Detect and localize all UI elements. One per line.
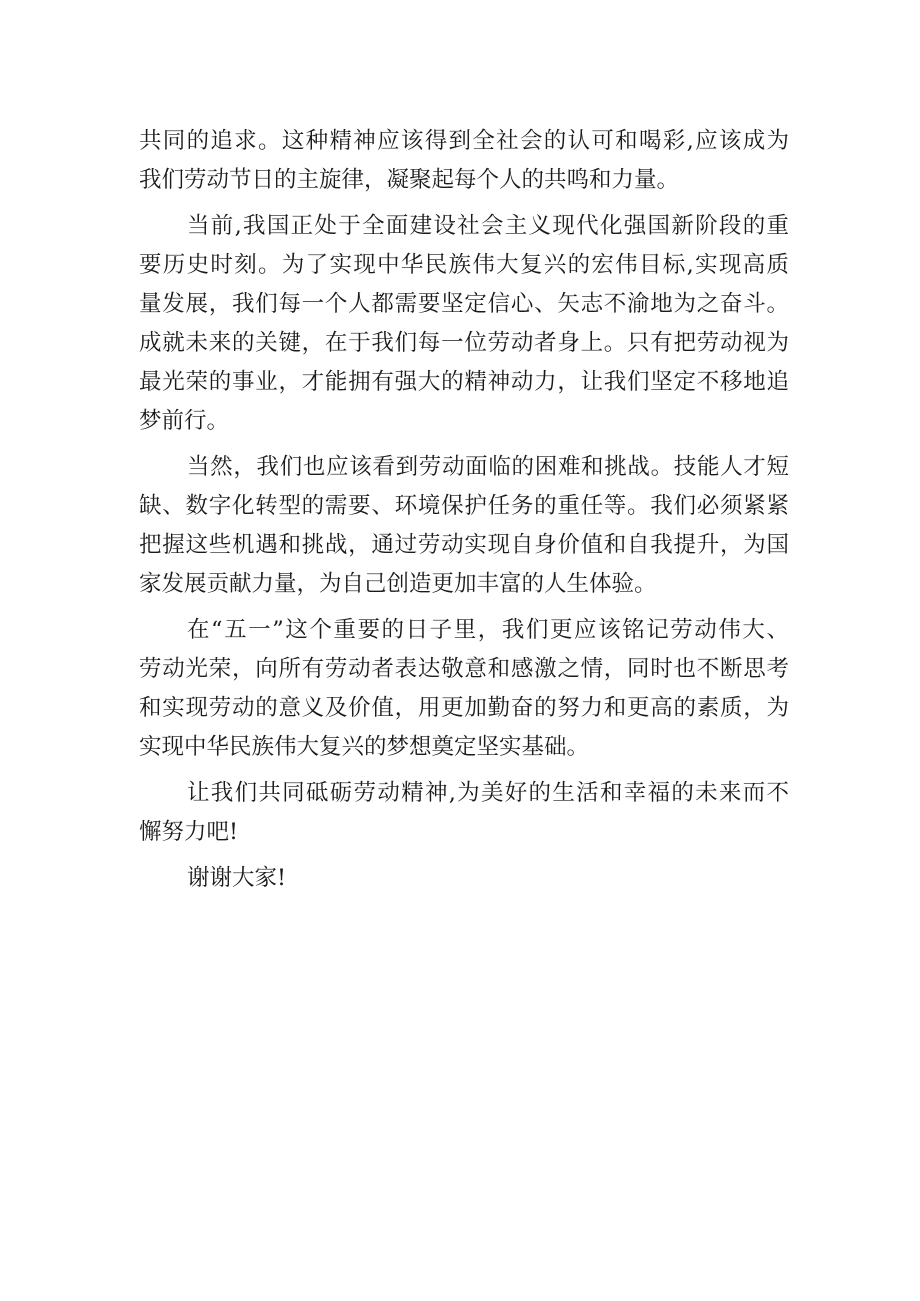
paragraph-current-era [139,207,789,441]
paragraph-may-day [139,611,789,767]
paragraph-line: 缺、数字化转型的需要、环境保护任务的重任等。我们必须紧紧 [139,493,789,519]
paragraph-line: 家发展贡献力量，为自己创造更加丰富的人生体验。 [139,571,657,597]
paragraph-challenges [139,448,789,604]
paragraph-line: 把握这些机遇和挑战，通过劳动实现自身价值和自我提升，为国 [139,532,789,558]
paragraph-line: 劳动光荣，向所有劳动者表达敬意和感激之情，同时也不断思考 [139,656,789,682]
paragraph-closing [139,859,789,898]
paragraph-continuation [139,122,789,200]
document-body [139,122,789,898]
paragraph-line: 我们劳动节日的主旋律，凝聚起每个人的共鸣和力量。 [139,167,680,193]
paragraph-call-to-action [139,774,789,852]
paragraph-line: 最光荣的事业，才能拥有强大的精神动力，让我们坚定不移地追 [139,369,789,395]
paragraph-line: 懈努力吧! [139,819,239,845]
closing-line: 谢谢大家! [187,865,287,891]
paragraph-line: 量发展，我们每一个人都需要坚定信心、矢志不渝地为之奋斗。 [139,291,789,317]
paragraph-line: 共同的追求。这种精神应该得到全社会的认可和喝彩,应该成为 [139,128,789,154]
paragraph-line: 让我们共同砥砺劳动精神,为美好的生活和幸福的未来而不 [187,780,789,806]
paragraph-line: 当前,我国正处于全面建设社会主义现代化强国新阶段的重 [187,213,789,239]
paragraph-line: 成就未来的关键，在于我们每一位劳动者身上。只有把劳动视为 [139,330,789,356]
paragraph-line: 和实现劳动的意义及价值，用更加勤奋的努力和更高的素质，为 [139,695,789,721]
paragraph-line: 要历史时刻。为了实现中华民族伟大复兴的宏伟目标,实现高质 [139,252,789,278]
paragraph-line: 梦前行。 [139,408,230,434]
paragraph-line: 在“五一”这个重要的日子里，我们更应该铭记劳动伟大、 [187,617,789,643]
paragraph-line: 实现中华民族伟大复兴的梦想奠定坚实基础。 [139,734,590,760]
paragraph-line: 当然，我们也应该看到劳动面临的困难和挑战。技能人才短 [187,454,789,480]
